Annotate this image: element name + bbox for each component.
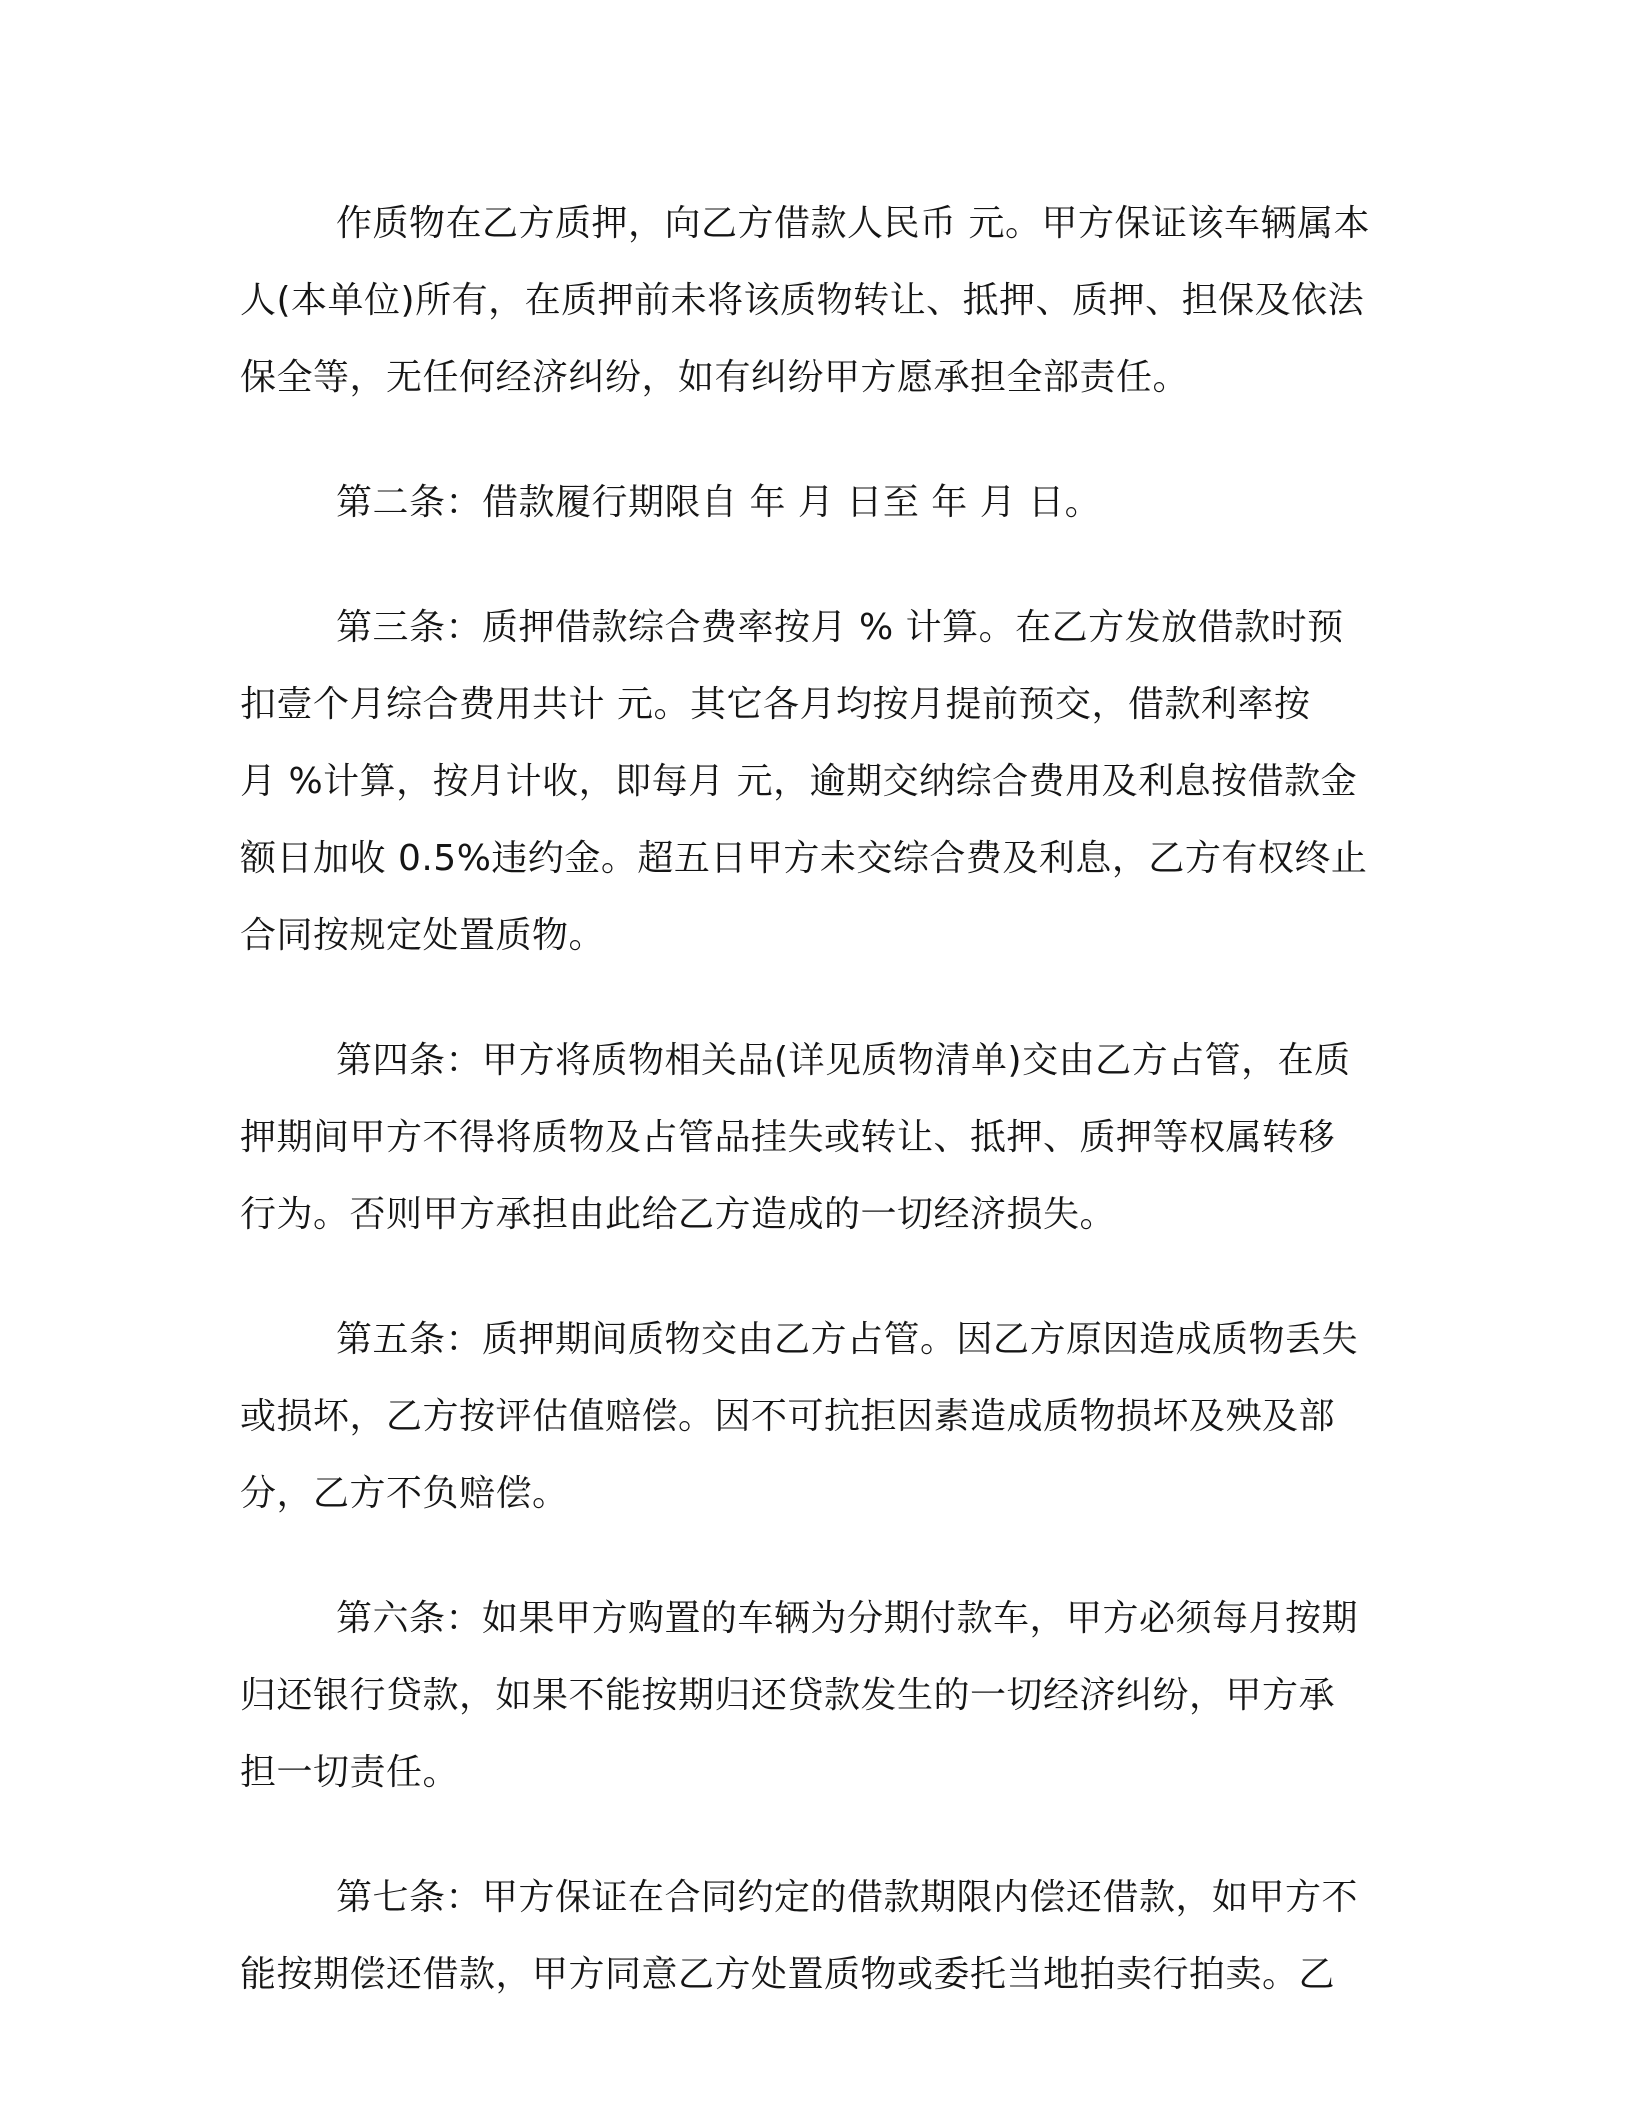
text-line: 人(本单位)所有，在质押前未将该质物转让、抵押、质押、担保及依法 [240,280,1365,321]
text-line: 第六条：如果甲方购置的车辆为分期付款车，甲方必须每月按期 [336,1598,1359,1639]
paragraph-article-6 [240,1580,1392,1811]
paragraph-article-7 [240,1859,1392,2013]
text-line: 保全等，无任何经济纠纷，如有纠纷甲方愿承担全部责任。 [240,357,1190,398]
text-line: 担一切责任。 [240,1752,460,1793]
text-line: 额日加收 0.5%违约金。超五日甲方未交综合费及利息，乙方有权终止 [240,838,1368,879]
text-line: 第三条：质押借款综合费率按月 % 计算。在乙方发放借款时预 [336,607,1344,648]
paragraph-article-4 [240,1022,1392,1253]
text-line: 第四条：甲方将质物相关品(详见质物清单)交由乙方占管，在质 [336,1040,1351,1081]
document-body [240,185,1392,2061]
text-line: 扣壹个月综合费用共计 元。其它各月均按月提前预交，借款利率按 [240,684,1311,725]
text-line: 押期间甲方不得将质物及占管品挂失或转让、抵押、质押等权属转移 [240,1117,1336,1158]
paragraph-intro [240,185,1392,416]
text-line: 第七条：甲方保证在合同约定的借款期限内偿还借款，如甲方不 [336,1877,1359,1918]
text-line: 作质物在乙方质押，向乙方借款人民币 元。甲方保证该车辆属本 [336,203,1370,244]
text-line: 第二条：借款履行期限自 年 月 日至 年 月 日。 [336,482,1102,523]
paragraph-article-2 [240,464,1392,541]
text-line: 分，乙方不负赔偿。 [240,1473,569,1514]
text-line: 能按期偿还借款，甲方同意乙方处置质物或委托当地拍卖行拍卖。乙 [240,1954,1336,1995]
paragraph-article-5 [240,1301,1392,1532]
text-line: 合同按规定处置质物。 [240,915,606,956]
text-line: 或损坏，乙方按评估值赔偿。因不可抗拒因素造成质物损坏及殃及部 [240,1396,1336,1437]
paragraph-article-3 [240,589,1392,974]
text-line: 归还银行贷款，如果不能按期归还贷款发生的一切经济纠纷，甲方承 [240,1675,1336,1716]
text-line: 行为。否则甲方承担由此给乙方造成的一切经济损失。 [240,1194,1117,1235]
text-line: 月 %计算，按月计收，即每月 元，逾期交纳综合费用及利息按借款金 [240,761,1358,802]
text-line: 第五条：质押期间质物交由乙方占管。因乙方原因造成质物丢失 [336,1319,1359,1360]
